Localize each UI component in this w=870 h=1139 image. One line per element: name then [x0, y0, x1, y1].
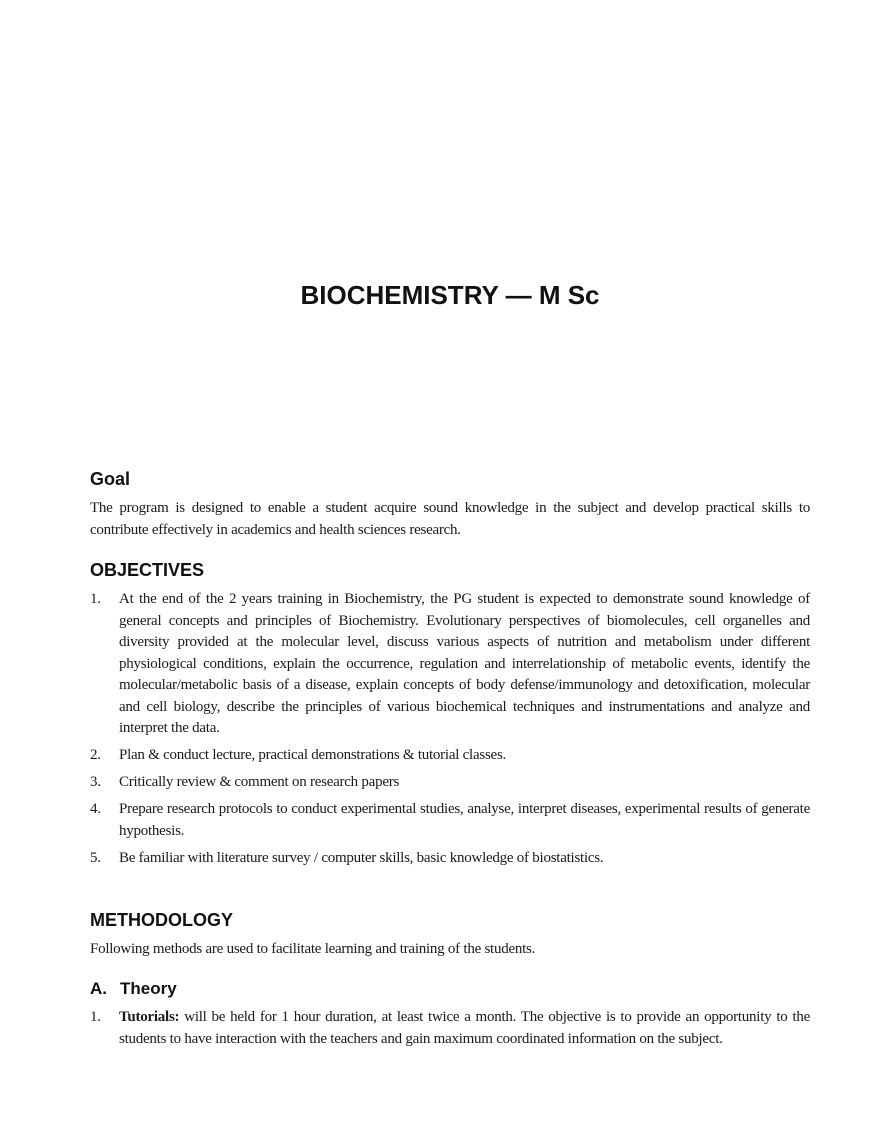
section-title: Theory	[120, 979, 177, 998]
section-letter: A.	[90, 979, 107, 998]
item-number: 2.	[90, 747, 101, 763]
methodology-heading: METHODOLOGY	[90, 910, 233, 930]
item-text: At the end of the 2 years training in Biochemistry, the PG student is expected to demonstrate sound knowledge of general concepts and principles of Biochemistry. Evolutionary perspectives of biomolecules, cell organelles and diversity provided at the molecular level, discuss various aspects of nutrition and metabolism under different physiological conditions, explain the occurrence, regulation and interrelationship of metabolic events, identify the molecular/metabolic basis of a disease, explain concepts of body defense/immunology and detoxification, molecular and cell biology, describe the principles of various biochemical techniques and instrumentations and analyze and interpret the data.	[119, 591, 810, 736]
item-text: Be familiar with literature survey / computer skills, basic knowledge of biostatistics.	[119, 849, 604, 866]
item-text: Plan & conduct lecture, practical demonstrations & tutorial classes.	[119, 747, 507, 763]
item-text: Prepare research protocols to conduct experimental studies, analyse, interpret diseases, experimental results of generate hypothesis.	[119, 801, 810, 839]
item-text: will be held for 1 hour duration, at least twice a month. The objective is to provide an opportunity to the students to have interaction with the teachers and gain maximum coordinated information on the subject.	[119, 1009, 810, 1047]
list-item	[90, 848, 810, 870]
objectives-list	[90, 589, 810, 869]
item-text: Critically review & comment on research papers	[119, 774, 400, 790]
list-item	[90, 745, 810, 767]
item-number: 5.	[90, 849, 101, 866]
goal-text: The program is designed to enable a student acquire sound knowledge in the subject and develop practical skills to contribute effectively in academics and health sciences research.	[90, 500, 810, 538]
item-number: 4.	[90, 801, 101, 817]
list-item	[90, 772, 810, 794]
item-label: Tutorials:	[119, 1009, 180, 1025]
page-title: BIOCHEMISTRY — M Sc	[300, 280, 600, 310]
item-number: 3.	[90, 774, 101, 790]
item-number: 1.	[90, 591, 101, 607]
list-item	[90, 589, 810, 740]
theory-heading	[90, 979, 177, 999]
list-item	[90, 1007, 810, 1050]
theory-list	[90, 1007, 810, 1050]
methodology-intro: Following methods are used to facilitate learning and training of the students.	[90, 941, 536, 957]
list-item	[90, 799, 810, 842]
objectives-heading: OBJECTIVES	[90, 560, 205, 580]
goal-heading: Goal	[90, 469, 131, 489]
item-number: 1.	[90, 1009, 101, 1025]
